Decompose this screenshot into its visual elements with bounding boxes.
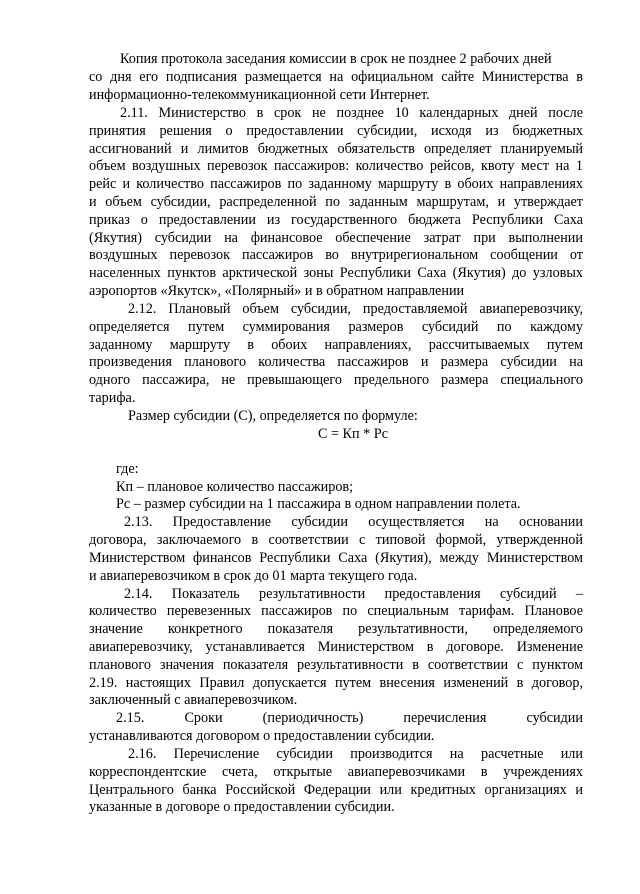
text-line: корреспондентские счета, открытые авиаперевозчиками в учреждениях: [89, 764, 583, 780]
text-line: аэропортов «Якутск», «Полярный» и в обратном направлении: [89, 283, 465, 299]
text-line: где:: [116, 461, 139, 477]
text-line: указанные в договоре о предоставлении субсидии.: [89, 799, 395, 815]
text-line: договора, заключаемого в соответствии с типовой формой, утвержденной: [89, 532, 583, 548]
text-line: 2.13. Предоставление субсидии осуществляется на основании: [124, 514, 583, 530]
text-line: одного пассажира, не превышающего предельного размера специального: [89, 372, 583, 388]
text-line: заданному маршруту в обоих направлениях, рассчитываемых путем: [89, 337, 583, 353]
text-line: 2.16. Перечисление субсидии производится на расчетные или: [128, 746, 583, 762]
text-line: воздушных перевозок пассажиров во внутрирегиональном сообщении от: [89, 247, 583, 263]
text-line: Рс – размер субсидии на 1 пассажира в одном направлении полета.: [116, 496, 521, 512]
text-line: приказ о предоставлении из государственного бюджета Республики Саха: [89, 212, 583, 228]
text-line: С = Кп * Рс: [318, 426, 388, 442]
text-line: населенных пунктов арктической зоны Республики Саха (Якутия) до узловых: [89, 265, 583, 281]
text-line: объем воздушных перевозок пассажиров: количество рейсов, квоту мест на 1: [89, 158, 583, 174]
text-line: Размер субсидии (С), определяется по формуле:: [128, 408, 418, 424]
text-line: тарифа.: [89, 390, 136, 406]
text-line: Копия протокола заседания комиссии в срок не позднее 2 рабочих дней: [120, 51, 552, 67]
text-line: 2.15. Сроки (периодичность) перечисления субсидии: [116, 710, 583, 726]
text-line: (Якутия) субсидии на финансовое обеспечение затрат при выполнении: [89, 230, 583, 246]
text-line: планового значения показателя результативности в соответствии с пунктом: [89, 657, 583, 673]
text-line: определяется путем суммирования размеров субсидий по каждому: [89, 319, 583, 335]
text-line: рейс и количество пассажиров по заданному маршруту в обоих направлениях: [89, 176, 583, 192]
text-line: Министерством финансов Республики Саха (Якутия), между Министерством: [89, 550, 583, 566]
text-line: произведения планового количества пассажиров и размера субсидии на: [89, 354, 583, 370]
text-line: устанавливаются договором о предоставлении субсидии.: [89, 728, 435, 744]
text-line: 2.12. Плановый объем субсидии, предоставляемой авиаперевозчику,: [128, 301, 583, 317]
text-line: количество перевезенных пассажиров по специальным тарифам. Плановое: [89, 603, 583, 619]
text-line: 2.19. настоящих Правил допускается путем внесения изменений в договор,: [89, 675, 583, 691]
text-line: 2.14. Показатель результативности предоставления субсидий –: [124, 586, 583, 602]
text-line: и авиаперевозчиком в срок до 01 марта текущего года.: [89, 568, 418, 584]
text-line: заключенный с авиаперевозчиком.: [89, 692, 298, 708]
text-line: 2.11. Министерство в срок не позднее 10 календарных дней после: [120, 105, 583, 121]
text-line: значение конкретного показателя результативности, определяемого: [89, 621, 583, 637]
text-line: и объем субсидии, распределенной по заданным маршрутам, и утверждает: [89, 194, 583, 210]
text-line: Центрального банка Российской Федерации или кредитных организациях и: [89, 782, 583, 798]
text-line: Кп – плановое количество пассажиров;: [116, 479, 354, 495]
text-line: авиаперевозчику, устанавливается Министерством в договоре. Изменение: [89, 639, 583, 655]
text-line: ассигнований и лимитов бюджетных обязательств определяет планируемый: [89, 141, 583, 157]
text-line: информационно-телекоммуникационной сети Интернет.: [89, 87, 430, 103]
text-line: со дня его подписания размещается на официальном сайте Министерства в: [89, 69, 583, 85]
text-line: принятия решения о предоставлении субсидии, исходя из бюджетных: [89, 123, 583, 139]
